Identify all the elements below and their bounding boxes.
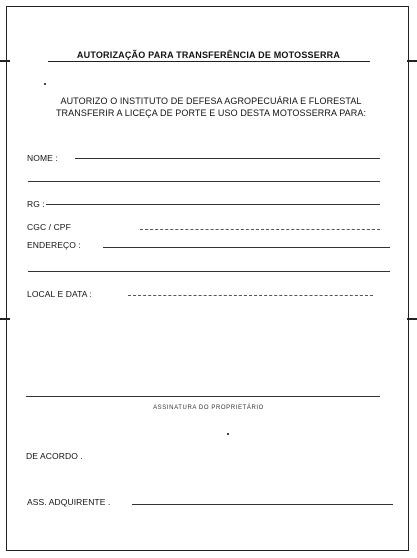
nome-field-continuation[interactable]: [28, 181, 380, 182]
nome-field[interactable]: [75, 158, 380, 159]
authorization-text-line-2: TRANSFERIR A LICEÇA DE PORTE E USO DESTA MOTOSSERRA PARA:: [55, 108, 367, 118]
edge-mark-right-top: [407, 60, 417, 62]
owner-signature-line[interactable]: [26, 396, 380, 397]
rg-field[interactable]: [46, 204, 380, 205]
adquirente-label: ASS. ADQUIRENTE .: [27, 497, 111, 507]
form-title: AUTORIZAÇÃO PARA TRANSFERÊNCIA DE MOTOSSERRA: [76, 50, 341, 60]
title-underline: [48, 61, 370, 62]
cgc-cpf-label: CGC / CPF: [27, 222, 71, 232]
speck: [227, 433, 229, 435]
endereco-label: ENDEREÇO :: [27, 240, 81, 250]
owner-signature-caption: ASSINATURA DO PROPRIETÁRIO: [153, 405, 264, 411]
document-border: [6, 6, 409, 551]
edge-mark-right-mid: [407, 318, 417, 320]
local-data-field[interactable]: [128, 295, 373, 296]
endereco-field[interactable]: [103, 247, 390, 248]
speck: [44, 83, 46, 85]
adquirente-signature-field[interactable]: [132, 504, 393, 505]
edge-mark-left-top: [0, 60, 10, 62]
nome-label: NOME :: [27, 153, 58, 163]
endereco-field-continuation[interactable]: [28, 271, 390, 272]
local-data-label: LOCAL E DATA :: [27, 289, 93, 299]
cgc-cpf-field[interactable]: [140, 229, 380, 230]
de-acordo-label: DE ACORDO .: [26, 451, 83, 461]
rg-label: RG :: [27, 199, 45, 209]
edge-mark-left-mid: [0, 318, 10, 320]
authorization-text-line-1: AUTORIZO O INSTITUTO DE DEFESA AGROPECUÁRIA E FLORESTAL: [60, 96, 362, 106]
